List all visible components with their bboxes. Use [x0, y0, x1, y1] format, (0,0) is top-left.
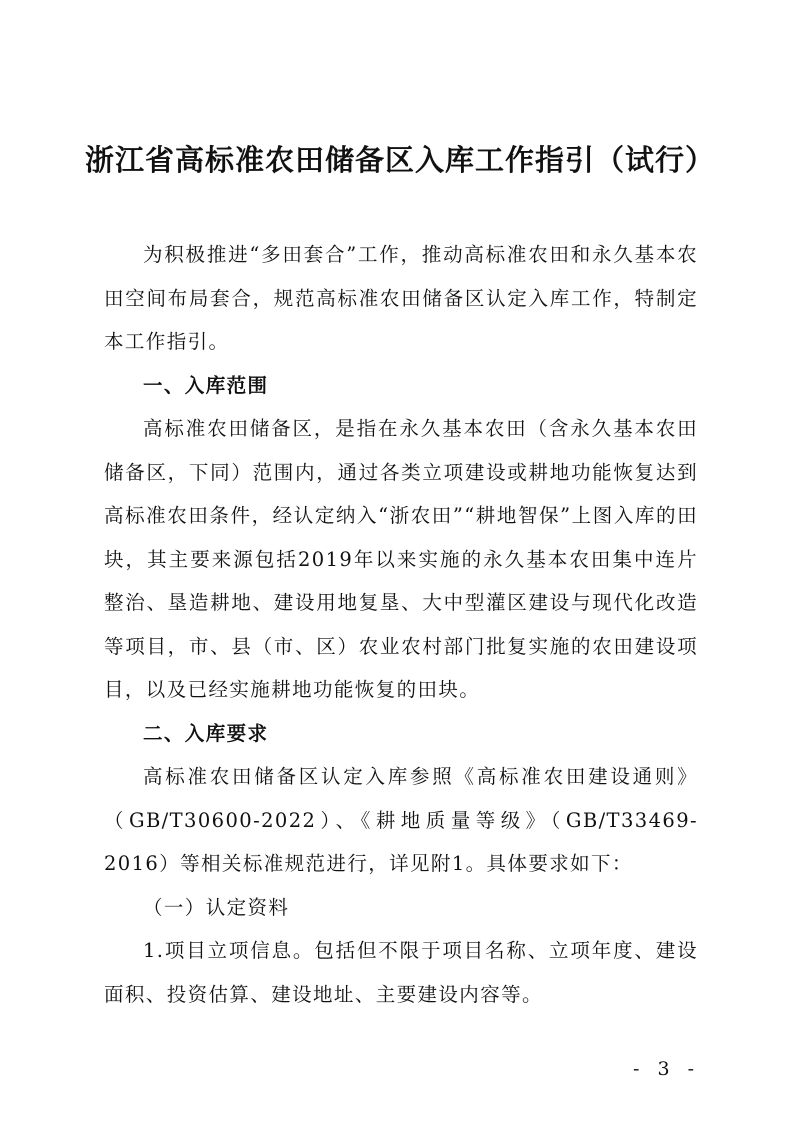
- page-number: - 3 -: [632, 1058, 700, 1080]
- section-heading-requirements: 二、入库要求: [143, 721, 269, 745]
- subsection-heading-materials: （一）认定资料: [143, 895, 290, 919]
- document-title: 浙江省高标准农田储备区入库工作指引（试行）: [84, 143, 715, 177]
- requirements-paragraph: 高标准农田储备区认定入库参照《高标准农田建设通则》（GB/T30600-2022）、《耕地质量等级》（GB/T33469-2016）等相关标准规范进行，详见附1。具体要求如下：: [104, 765, 698, 875]
- scope-paragraph: 高标准农田储备区，是指在永久基本农田（含永久基本农田储备区，下同）范围内，通过各类立项建设或耕地功能恢复达到高标准农田条件，经认定纳入“浙农田”“耕地智保”上图入库的田块，其主要来源包括2019年以来实施的永久基本农田集中连片整治、垦造耕地、建设用地复垦、大中型灌区建设与现代化改造等项目，市、县（市、区）农业农村部门批复实施的农田建设项目，以及已经实施耕地功能恢复的田块。: [104, 417, 698, 701]
- materials-item-1: 1.项目立项信息。包括但不限于项目名称、立项年度、建设面积、投资估算、建设地址、主要建设内容等。: [104, 939, 698, 1006]
- document-body: [104, 233, 698, 1016]
- section-heading-scope: 一、入库范围: [143, 373, 269, 397]
- intro-paragraph: 为积极推进“多田套合”工作，推动高标准农田和永久基本农田空间布局套合，规范高标准农田储备区认定入库工作，特制定本工作指引。: [104, 243, 698, 353]
